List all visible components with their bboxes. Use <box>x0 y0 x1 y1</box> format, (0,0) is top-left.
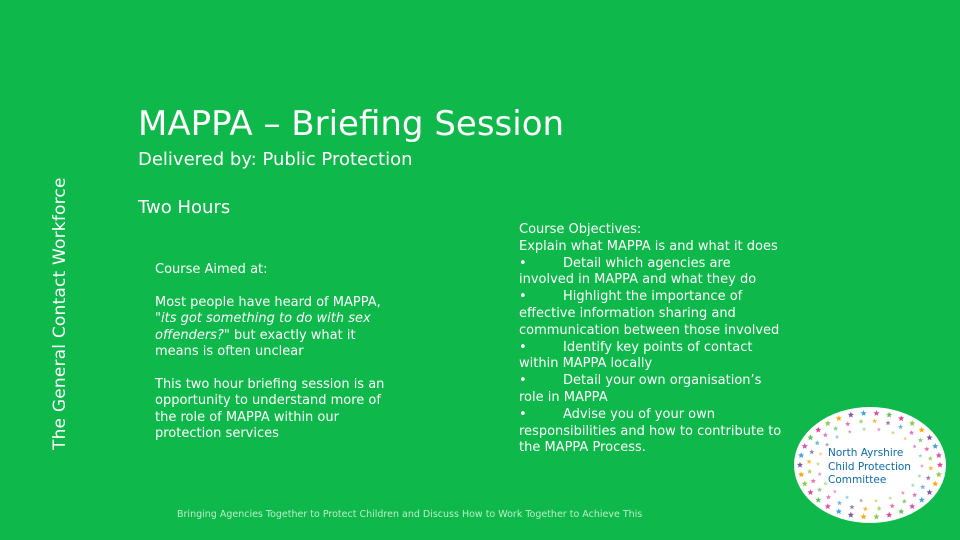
aimed-para1-quote: its got something to do with sex offenders? <box>155 311 371 343</box>
bullet-icon: • <box>519 373 527 389</box>
objectives-intro: Explain what MAPPA is and what it does <box>519 238 778 254</box>
objective-item: • Advise you of your own responsibilities and how to contribute to the MAPPA Process. <box>519 406 782 456</box>
objective-item: • Detail which agencies are involved in MAPPA and what they do <box>519 255 757 288</box>
logo-line-1: North Ayrshire <box>828 447 904 459</box>
sidebar-vertical-label: The General Contact Workforce <box>50 177 70 450</box>
objectives-heading: Course Objectives: <box>519 222 642 237</box>
logo-line-2: Child Protection <box>828 460 911 473</box>
bullet-icon: • <box>519 406 527 422</box>
bullet-icon: • <box>519 339 527 355</box>
course-aimed-section <box>155 262 400 459</box>
logo-line-3: Committee <box>828 474 887 486</box>
course-objectives-section <box>519 222 787 457</box>
aimed-para1-end: " but exactly what it means is often unclear <box>155 327 356 359</box>
logo-text <box>828 447 911 488</box>
bullet-icon: • <box>519 255 527 271</box>
aimed-para1-start: Most people have heard of MAPPA, " <box>155 294 381 326</box>
aimed-paragraph-2: This two hour briefing session is an opportunity to understand more of the role of MAPPA within our protection services <box>155 376 385 441</box>
objective-item: • Highlight the importance of effective information sharing and communication between those involved <box>519 289 780 338</box>
course-duration: Two Hours <box>138 197 231 218</box>
page-title: MAPPA – Briefing Session <box>138 104 565 144</box>
bullet-icon: • <box>519 289 527 305</box>
objective-item: • Detail your own organisation’s role in MAPPA <box>519 373 762 405</box>
committee-logo <box>792 405 948 525</box>
delivered-by: Delivered by: Public Protection <box>138 149 413 170</box>
footer-tagline: Bringing Agencies Together to Protect Children and Discuss How to Work Together to Achieve This <box>177 509 643 520</box>
objective-item: • Identify key points of contact within MAPPA locally <box>519 339 753 372</box>
aimed-heading: Course Aimed at: <box>155 262 268 277</box>
aimed-paragraph-1 <box>155 295 400 361</box>
